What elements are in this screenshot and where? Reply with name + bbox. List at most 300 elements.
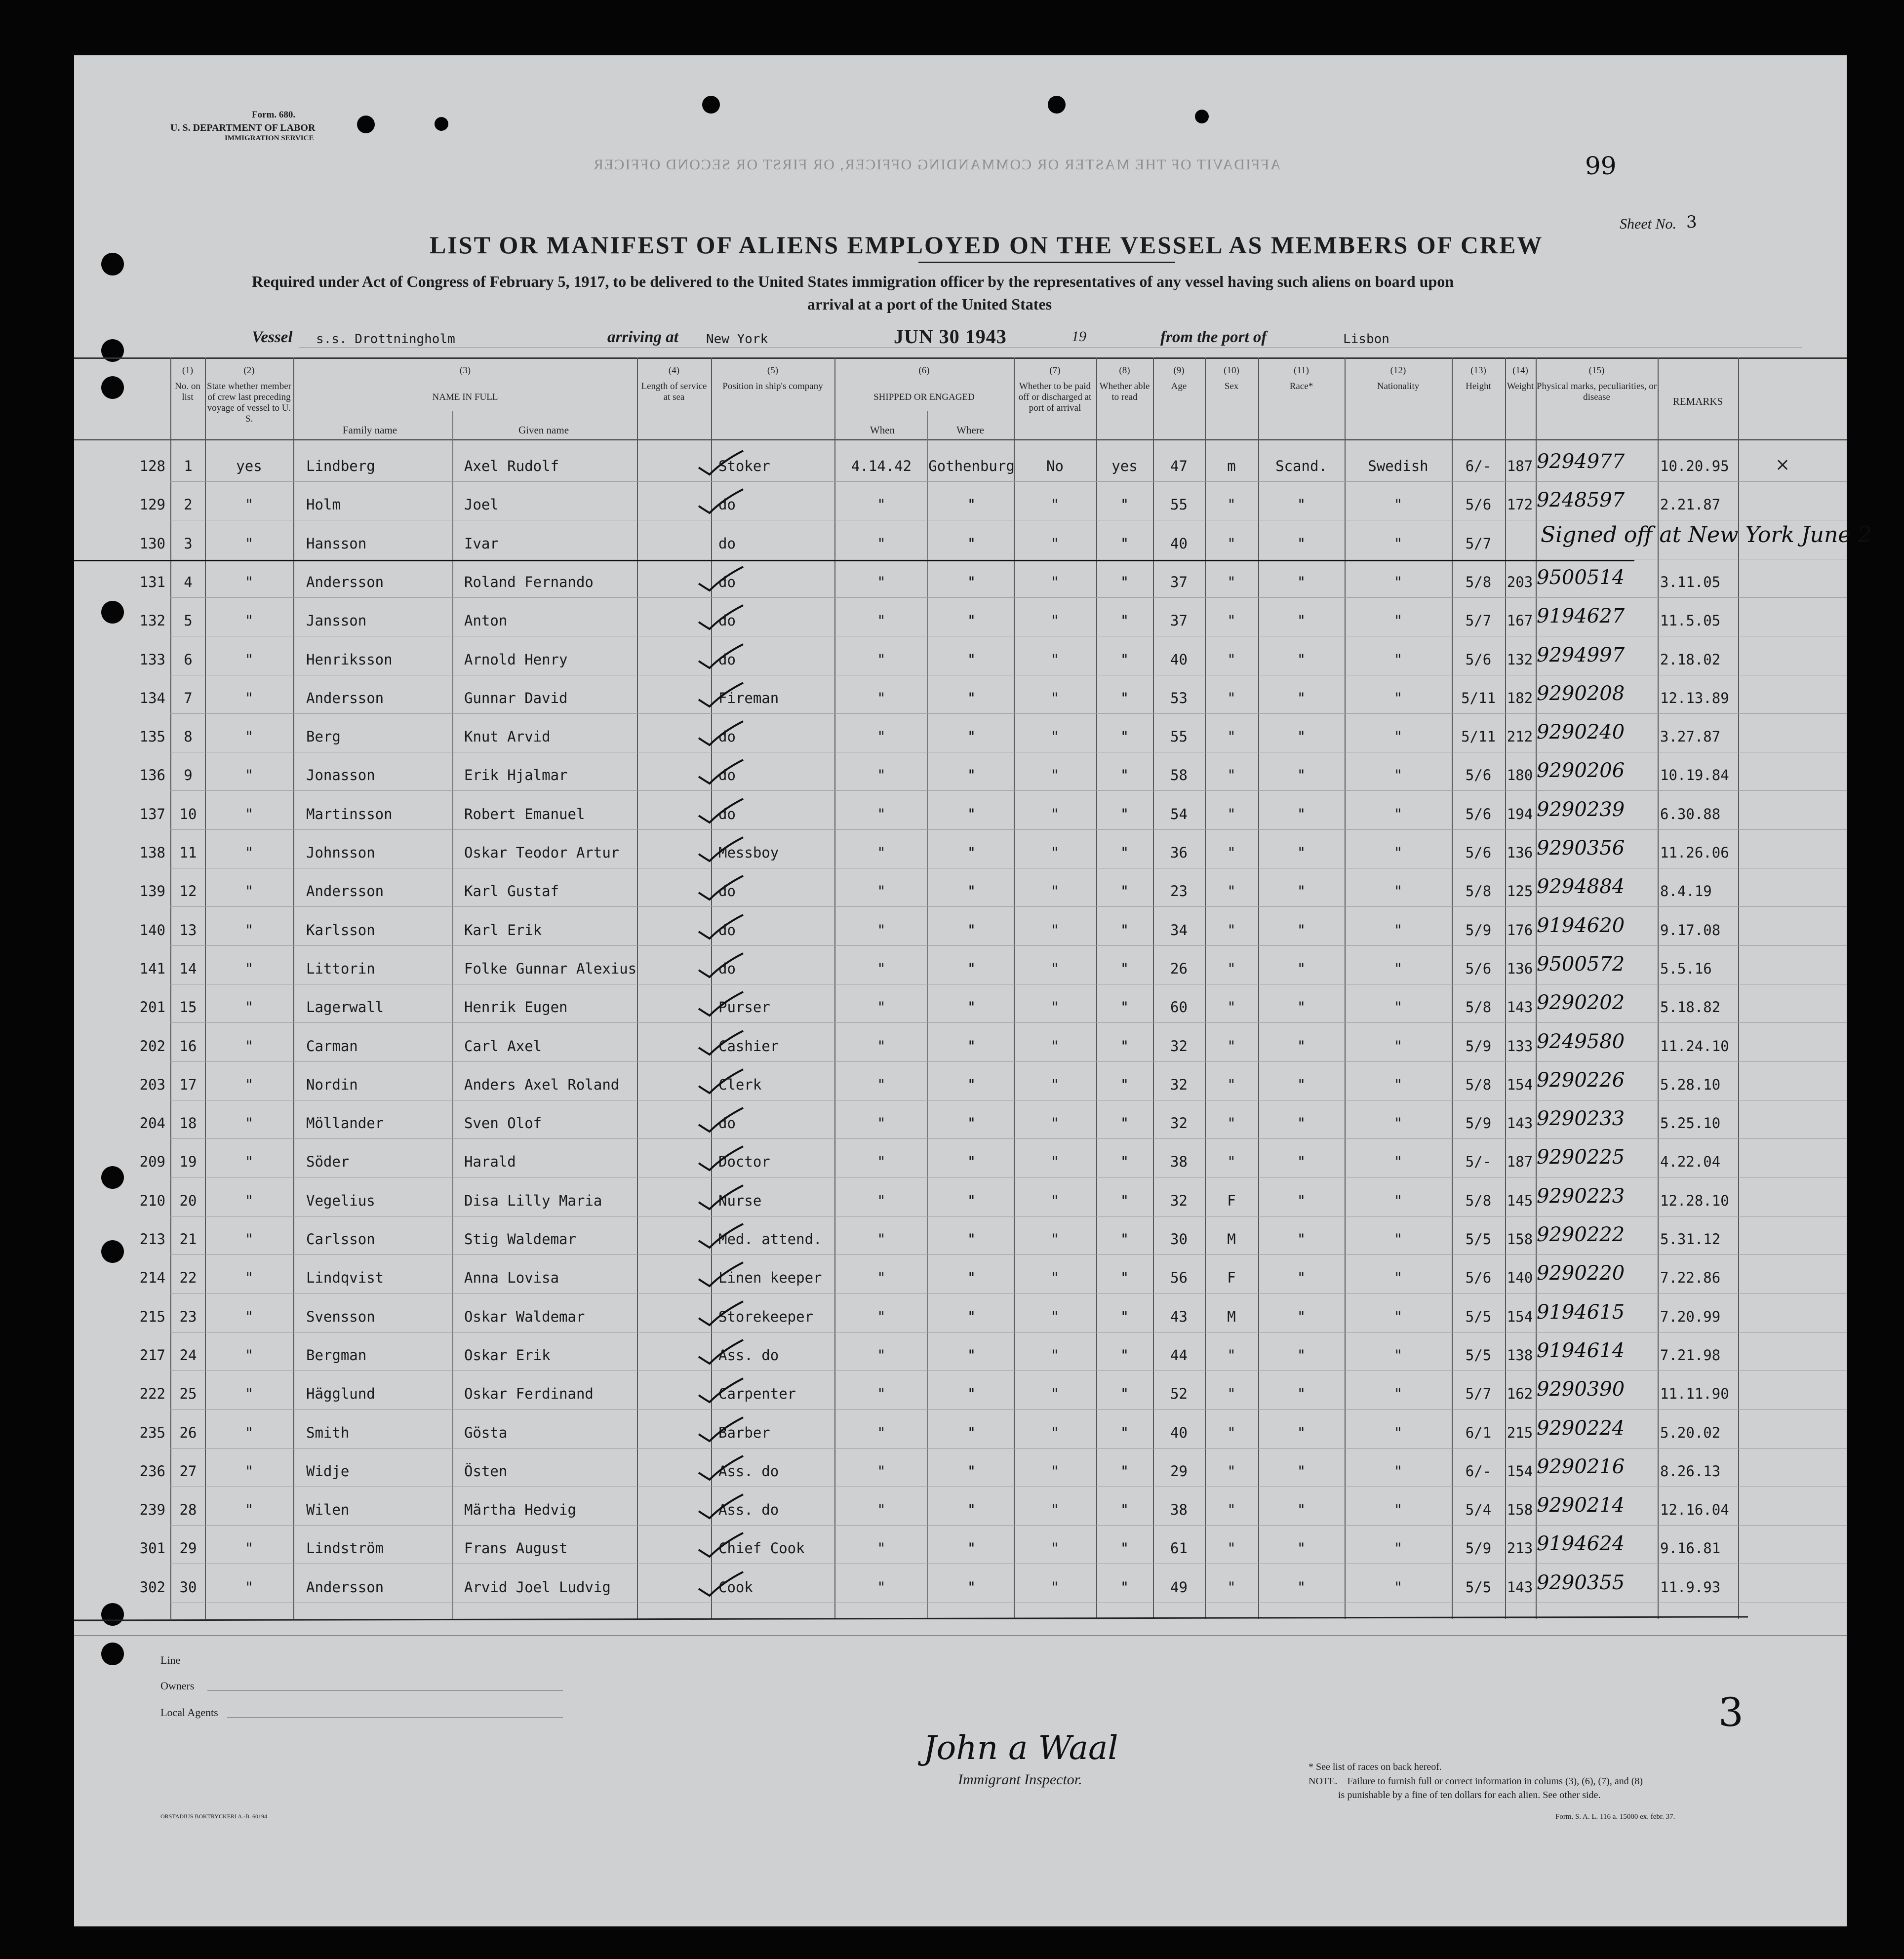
shipped-where: "	[967, 1308, 976, 1325]
position: do	[718, 921, 736, 939]
shipped-where: "	[967, 960, 976, 977]
list-number: 23	[179, 1308, 197, 1325]
physical-marks: 9248597	[1537, 489, 1625, 512]
list-number: 5	[184, 612, 193, 629]
weight: 132	[1507, 651, 1533, 668]
able-to-read: "	[1120, 1308, 1129, 1325]
shipped-when: "	[877, 1076, 886, 1093]
weight: 182	[1507, 689, 1533, 706]
age: 32	[1170, 1037, 1188, 1055]
list-number: 12	[179, 883, 197, 900]
weight: 180	[1507, 767, 1533, 784]
family-name: Lindberg	[306, 458, 375, 474]
nationality: "	[1393, 1115, 1403, 1132]
shipped-where: "	[967, 1153, 976, 1171]
shipped-when: "	[877, 1231, 886, 1248]
nationality: "	[1393, 1346, 1403, 1364]
shipped-when: "	[877, 844, 886, 861]
remarks: 8.26.13	[1660, 1462, 1721, 1480]
shipped-where: "	[967, 612, 976, 629]
remarks: 12.13.89	[1660, 689, 1729, 706]
shipped-where: "	[967, 689, 976, 706]
given-name: Karl Erik	[464, 921, 542, 939]
binder-hole	[101, 253, 124, 275]
family-name: Lindqvist	[306, 1269, 384, 1287]
nationality: "	[1393, 999, 1403, 1016]
row-reference: 140	[139, 921, 165, 939]
race: "	[1297, 1346, 1306, 1364]
family-name: Smith	[306, 1424, 350, 1441]
column-number: (2)	[243, 365, 255, 376]
age: 55	[1170, 728, 1188, 745]
remarks: 7.21.98	[1660, 1346, 1721, 1364]
checkmark-icon	[694, 1106, 748, 1136]
sex: "	[1227, 1346, 1236, 1364]
given-name: Karl Gustaf	[464, 883, 559, 900]
row-rule	[170, 945, 1847, 946]
list-number: 11	[179, 844, 197, 861]
nationality: "	[1393, 1540, 1403, 1557]
departure-port: Lisbon	[1343, 332, 1389, 347]
nationality: "	[1393, 689, 1403, 706]
race: "	[1297, 883, 1306, 900]
sheet-big-number: 3	[1718, 1689, 1744, 1735]
from-label: from the port of	[1160, 328, 1267, 346]
able-to-read: "	[1120, 1153, 1129, 1171]
column-header: Nationality	[1377, 381, 1420, 392]
position: Nurse	[718, 1192, 762, 1209]
shipped-when: "	[877, 921, 886, 939]
list-number: 7	[184, 689, 193, 706]
able-to-read: "	[1120, 689, 1129, 706]
given-name: Carl Axel	[464, 1037, 542, 1055]
row-reference: 130	[139, 535, 165, 552]
age: 55	[1170, 496, 1188, 513]
family-name: Söder	[306, 1153, 350, 1171]
column-header: Position in ship's company	[722, 381, 823, 392]
shipped-when: "	[877, 960, 886, 977]
nationality: "	[1393, 1578, 1403, 1596]
position: Med. attend.	[718, 1231, 822, 1248]
sex: "	[1227, 651, 1236, 668]
paid-off: "	[1050, 1192, 1060, 1209]
subtitle-line2: arrival at a port of the United States	[807, 295, 1052, 313]
previous-voyage: "	[244, 921, 254, 939]
list-number: 30	[179, 1578, 197, 1596]
punch-hole	[357, 116, 375, 133]
column-number: (5)	[767, 365, 779, 376]
physical-marks: 9290224	[1537, 1416, 1625, 1440]
column-header: Race*	[1289, 381, 1313, 392]
previous-voyage: "	[244, 535, 254, 552]
position: Chief Cook	[718, 1540, 805, 1557]
binder-hole	[101, 1240, 124, 1263]
given-name: Harald	[464, 1153, 516, 1171]
shipped-when: "	[877, 651, 886, 668]
weight: 167	[1507, 612, 1533, 629]
weight: 145	[1507, 1192, 1533, 1209]
family-name: Holm	[306, 496, 341, 513]
row-reference: 133	[139, 651, 165, 668]
age: 40	[1170, 1424, 1188, 1441]
physical-marks: 9290206	[1537, 759, 1625, 783]
able-to-read: "	[1120, 999, 1129, 1016]
checkmark-icon	[694, 835, 748, 865]
position: Cashier	[718, 1037, 779, 1055]
checkmark-icon	[694, 1454, 748, 1484]
column-number: (14)	[1512, 365, 1528, 376]
height: 5/5	[1465, 1308, 1492, 1325]
remarks: 3.11.05	[1660, 573, 1721, 590]
column-header: SHIPPED OR ENGAGED	[873, 392, 975, 402]
checkmark-icon	[694, 603, 748, 633]
weight: 143	[1507, 1578, 1533, 1596]
sex: "	[1227, 844, 1236, 861]
age: 40	[1170, 535, 1188, 552]
given-name: Robert Emanuel	[464, 805, 585, 823]
row-reference: 135	[139, 728, 165, 745]
given-name: Östen	[464, 1462, 508, 1480]
race: "	[1297, 689, 1306, 706]
physical-marks: 9290240	[1537, 721, 1625, 744]
previous-voyage: "	[244, 1115, 254, 1132]
family-name: Lagerwall	[306, 999, 384, 1016]
nationality: "	[1393, 960, 1403, 977]
nationality: "	[1393, 1501, 1403, 1519]
shipped-where: "	[967, 1115, 976, 1132]
previous-voyage: "	[244, 1192, 254, 1209]
list-number: 26	[179, 1424, 197, 1441]
able-to-read: "	[1120, 1231, 1129, 1248]
fine-note-line2: is punishable by a fine of ten dollars for each alien. See other side.	[1338, 1790, 1601, 1801]
race: "	[1297, 651, 1306, 668]
checkmark-icon	[694, 1183, 748, 1213]
able-to-read: "	[1120, 921, 1129, 939]
shipped-where: "	[967, 767, 976, 784]
paid-off: "	[1050, 1424, 1060, 1441]
weight: 133	[1507, 1037, 1533, 1055]
sex: "	[1227, 1540, 1236, 1557]
paid-off: "	[1050, 1578, 1060, 1596]
column-header: Age	[1171, 381, 1187, 392]
nationality: "	[1393, 883, 1403, 900]
height: 6/1	[1465, 1424, 1492, 1441]
previous-voyage: "	[244, 960, 254, 977]
nationality: "	[1393, 1308, 1403, 1325]
able-to-read: "	[1120, 883, 1129, 900]
shipped-when: "	[877, 1153, 886, 1171]
physical-marks: 9500572	[1537, 952, 1625, 976]
physical-marks: 9290216	[1537, 1455, 1625, 1478]
shipped-when: "	[877, 883, 886, 900]
vessel-name: s.s. Drottningholm	[316, 332, 455, 347]
position: do	[718, 805, 736, 823]
physical-marks: 9290356	[1537, 837, 1625, 860]
physical-marks: 9290222	[1537, 1223, 1625, 1246]
page-number: 99	[1585, 152, 1617, 180]
paid-off: "	[1050, 651, 1060, 668]
row-reference: 214	[139, 1269, 165, 1287]
nationality: "	[1393, 496, 1403, 513]
checkmark-icon	[694, 990, 748, 1019]
row-reference: 204	[139, 1115, 165, 1132]
able-to-read: "	[1120, 1192, 1129, 1209]
shipped-where: "	[967, 921, 976, 939]
paid-off: "	[1050, 689, 1060, 706]
physical-marks: 9294997	[1537, 643, 1625, 666]
column-header: Height	[1466, 381, 1491, 392]
given-name: Gunnar David	[464, 689, 568, 706]
weight: 154	[1507, 1308, 1533, 1325]
race: "	[1297, 1385, 1306, 1403]
shipped-where: "	[967, 1037, 976, 1055]
position: Messboy	[718, 844, 779, 861]
able-to-read: "	[1120, 651, 1129, 668]
height: 5/6	[1465, 1269, 1492, 1287]
row-reference: 222	[139, 1385, 165, 1403]
position: do	[718, 883, 736, 900]
age: 43	[1170, 1308, 1188, 1325]
age: 29	[1170, 1462, 1188, 1480]
nationality: "	[1393, 1385, 1403, 1403]
nationality: "	[1393, 805, 1403, 823]
list-number: 16	[179, 1037, 197, 1055]
remarks: 5.28.10	[1660, 1076, 1721, 1093]
able-to-read: "	[1120, 767, 1129, 784]
family-name: Karlsson	[306, 921, 375, 939]
height: 5/7	[1465, 535, 1492, 552]
weight: 143	[1507, 1115, 1533, 1132]
family-name: Wilen	[306, 1501, 350, 1519]
physical-marks: 9249580	[1537, 1030, 1625, 1053]
column-header: Length of service at sea	[641, 381, 707, 402]
weight: 158	[1507, 1231, 1533, 1248]
given-name: Ivar	[464, 535, 499, 552]
previous-voyage: "	[244, 844, 254, 861]
shipped-when: "	[877, 1308, 886, 1325]
subhead-family: Family name	[342, 424, 397, 436]
position: do	[718, 728, 736, 745]
inspector-label: Immigrant Inspector.	[958, 1771, 1082, 1788]
age: 61	[1170, 1540, 1188, 1557]
shipped-where: "	[967, 651, 976, 668]
sex: "	[1227, 1115, 1236, 1132]
previous-voyage: "	[244, 805, 254, 823]
shipped-when: "	[877, 767, 886, 784]
list-number: 10	[179, 805, 197, 823]
weight: 143	[1507, 999, 1533, 1016]
age: 44	[1170, 1346, 1188, 1364]
physical-marks: 9500514	[1537, 566, 1625, 589]
shipped-when: "	[877, 1115, 886, 1132]
paid-off: "	[1050, 573, 1060, 590]
list-number: 3	[184, 535, 193, 552]
position: Stoker	[718, 458, 770, 474]
age: 32	[1170, 1192, 1188, 1209]
checkmark-icon	[694, 797, 748, 826]
row-reference: 215	[139, 1308, 165, 1325]
row-reference: 203	[139, 1076, 165, 1093]
paid-off: "	[1050, 1115, 1060, 1132]
given-name: Stig Waldemar	[464, 1231, 576, 1248]
sex: "	[1227, 805, 1236, 823]
shipped-where: "	[967, 883, 976, 900]
previous-voyage: "	[244, 1269, 254, 1287]
row-reference: 217	[139, 1346, 165, 1364]
previous-voyage: "	[244, 1153, 254, 1171]
physical-marks: 9290239	[1537, 798, 1625, 821]
previous-voyage: "	[244, 1462, 254, 1480]
age: 56	[1170, 1269, 1188, 1287]
row-reference: 213	[139, 1231, 165, 1248]
shipped-where: "	[967, 1385, 976, 1403]
height: 5/8	[1465, 1076, 1492, 1093]
family-name: Jansson	[306, 612, 367, 629]
sex: M	[1227, 1231, 1236, 1248]
fine-note-line1: NOTE.—Failure to furnish full or correct information in colums (3), (6), (7), and (8)	[1309, 1776, 1643, 1787]
checkmark-icon	[694, 1415, 748, 1445]
paid-off: "	[1050, 1462, 1060, 1480]
able-to-read: "	[1120, 496, 1129, 513]
age: 30	[1170, 1231, 1188, 1248]
position: Clerk	[718, 1076, 762, 1093]
row-reference: 132	[139, 612, 165, 629]
able-to-read: "	[1120, 844, 1129, 861]
checkmark-icon	[694, 1338, 748, 1368]
row-reference: 129	[139, 496, 165, 513]
row-rule	[170, 597, 1847, 598]
paid-off: "	[1050, 1308, 1060, 1325]
local-agents-label: Local Agents	[160, 1706, 218, 1719]
weight: 125	[1507, 883, 1533, 900]
remarks: 2.21.87	[1660, 496, 1721, 513]
given-name: Oskar Teodor Artur	[464, 844, 620, 861]
height: 5/5	[1465, 1231, 1492, 1248]
punch-hole	[1195, 110, 1209, 123]
given-name: Oskar Ferdinand	[464, 1385, 594, 1403]
form-code: Form. S. A. L. 116 a. 15000 ex. febr. 37.	[1555, 1813, 1675, 1821]
shipped-where: "	[967, 1076, 976, 1093]
row-reference: 136	[139, 767, 165, 784]
row-rule	[170, 1448, 1847, 1449]
able-to-read: "	[1120, 1076, 1129, 1093]
checkmark-icon	[694, 681, 748, 710]
paid-off: "	[1050, 496, 1060, 513]
shipped-where: "	[967, 1192, 976, 1209]
race: "	[1297, 1424, 1306, 1441]
previous-voyage: "	[244, 1076, 254, 1093]
race: "	[1297, 1037, 1306, 1055]
age: 36	[1170, 844, 1188, 861]
previous-voyage: "	[244, 767, 254, 784]
paid-off: "	[1050, 960, 1060, 977]
checkmark-icon	[694, 1299, 748, 1329]
row-reference: 138	[139, 844, 165, 861]
column-number: (9)	[1173, 365, 1185, 376]
paid-off: "	[1050, 1153, 1060, 1171]
family-name: Lindström	[306, 1540, 384, 1557]
arrival-port: New York	[706, 332, 768, 347]
row-rule	[170, 1409, 1847, 1410]
race: Scand.	[1275, 458, 1327, 474]
row-reference: 134	[139, 689, 165, 706]
checkmark-icon	[694, 1144, 748, 1174]
row-reference: 236	[139, 1462, 165, 1480]
punch-hole	[435, 117, 448, 131]
remarks: 10.20.95	[1660, 458, 1729, 474]
position: do	[718, 651, 736, 668]
previous-voyage: "	[244, 496, 254, 513]
paid-off: "	[1050, 1540, 1060, 1557]
row-reference: 301	[139, 1540, 165, 1557]
previous-voyage: "	[244, 1540, 254, 1557]
race: "	[1297, 1153, 1306, 1171]
family-name: Henriksson	[306, 651, 393, 668]
position: Fireman	[718, 689, 779, 706]
remarks: 12.16.04	[1660, 1501, 1729, 1519]
height: 5/5	[1465, 1578, 1492, 1596]
height: 5/6	[1465, 805, 1492, 823]
sex: M	[1227, 1308, 1236, 1325]
checkmark-icon	[694, 1067, 748, 1097]
paid-off: "	[1050, 1269, 1060, 1287]
age: 32	[1170, 1115, 1188, 1132]
physical-marks: 9290208	[1537, 682, 1625, 705]
nationality: "	[1393, 1424, 1403, 1441]
sex: "	[1227, 1462, 1236, 1480]
previous-voyage: "	[244, 1037, 254, 1055]
shipped-when: "	[877, 805, 886, 823]
remarks: 5.18.82	[1660, 999, 1721, 1016]
previous-voyage: "	[244, 1578, 254, 1596]
physical-marks: 9290220	[1537, 1262, 1625, 1285]
list-number: 18	[179, 1115, 197, 1132]
row-reference: 202	[139, 1037, 165, 1055]
row-rule	[170, 790, 1847, 791]
race: "	[1297, 1076, 1306, 1093]
remarks: 5.31.12	[1660, 1231, 1721, 1248]
previous-voyage: "	[244, 883, 254, 900]
able-to-read: "	[1120, 612, 1129, 629]
weight: 203	[1507, 573, 1533, 590]
row-reference: 302	[139, 1578, 165, 1596]
age: 38	[1170, 1153, 1188, 1171]
column-header: No. on list	[175, 381, 200, 402]
checkmark-icon	[694, 1492, 748, 1522]
list-number: 28	[179, 1501, 197, 1519]
nationality: "	[1393, 728, 1403, 745]
position: do	[718, 767, 736, 784]
race: "	[1297, 1115, 1306, 1132]
binder-hole	[101, 1603, 124, 1626]
height: 5/6	[1465, 767, 1492, 784]
shipped-where: "	[967, 1346, 976, 1364]
position: do	[718, 1115, 736, 1132]
height: 5/8	[1465, 573, 1492, 590]
remarks: 4.22.04	[1660, 1153, 1721, 1171]
year-label: 19	[1071, 328, 1086, 345]
subtitle-line1: Required under Act of Congress of February 5, 1917, to be delivered to the United States immigration officer by the representatives of any vessel having such aliens on board upon	[252, 273, 1454, 290]
race: "	[1297, 1578, 1306, 1596]
shipped-where: "	[967, 496, 976, 513]
sheet-number: 3	[1686, 212, 1697, 232]
list-number: 17	[179, 1076, 197, 1093]
checkmark-icon	[694, 642, 748, 672]
age: 23	[1170, 883, 1188, 900]
binder-hole	[101, 1166, 124, 1189]
paid-off: "	[1050, 1346, 1060, 1364]
paid-off: "	[1050, 612, 1060, 629]
